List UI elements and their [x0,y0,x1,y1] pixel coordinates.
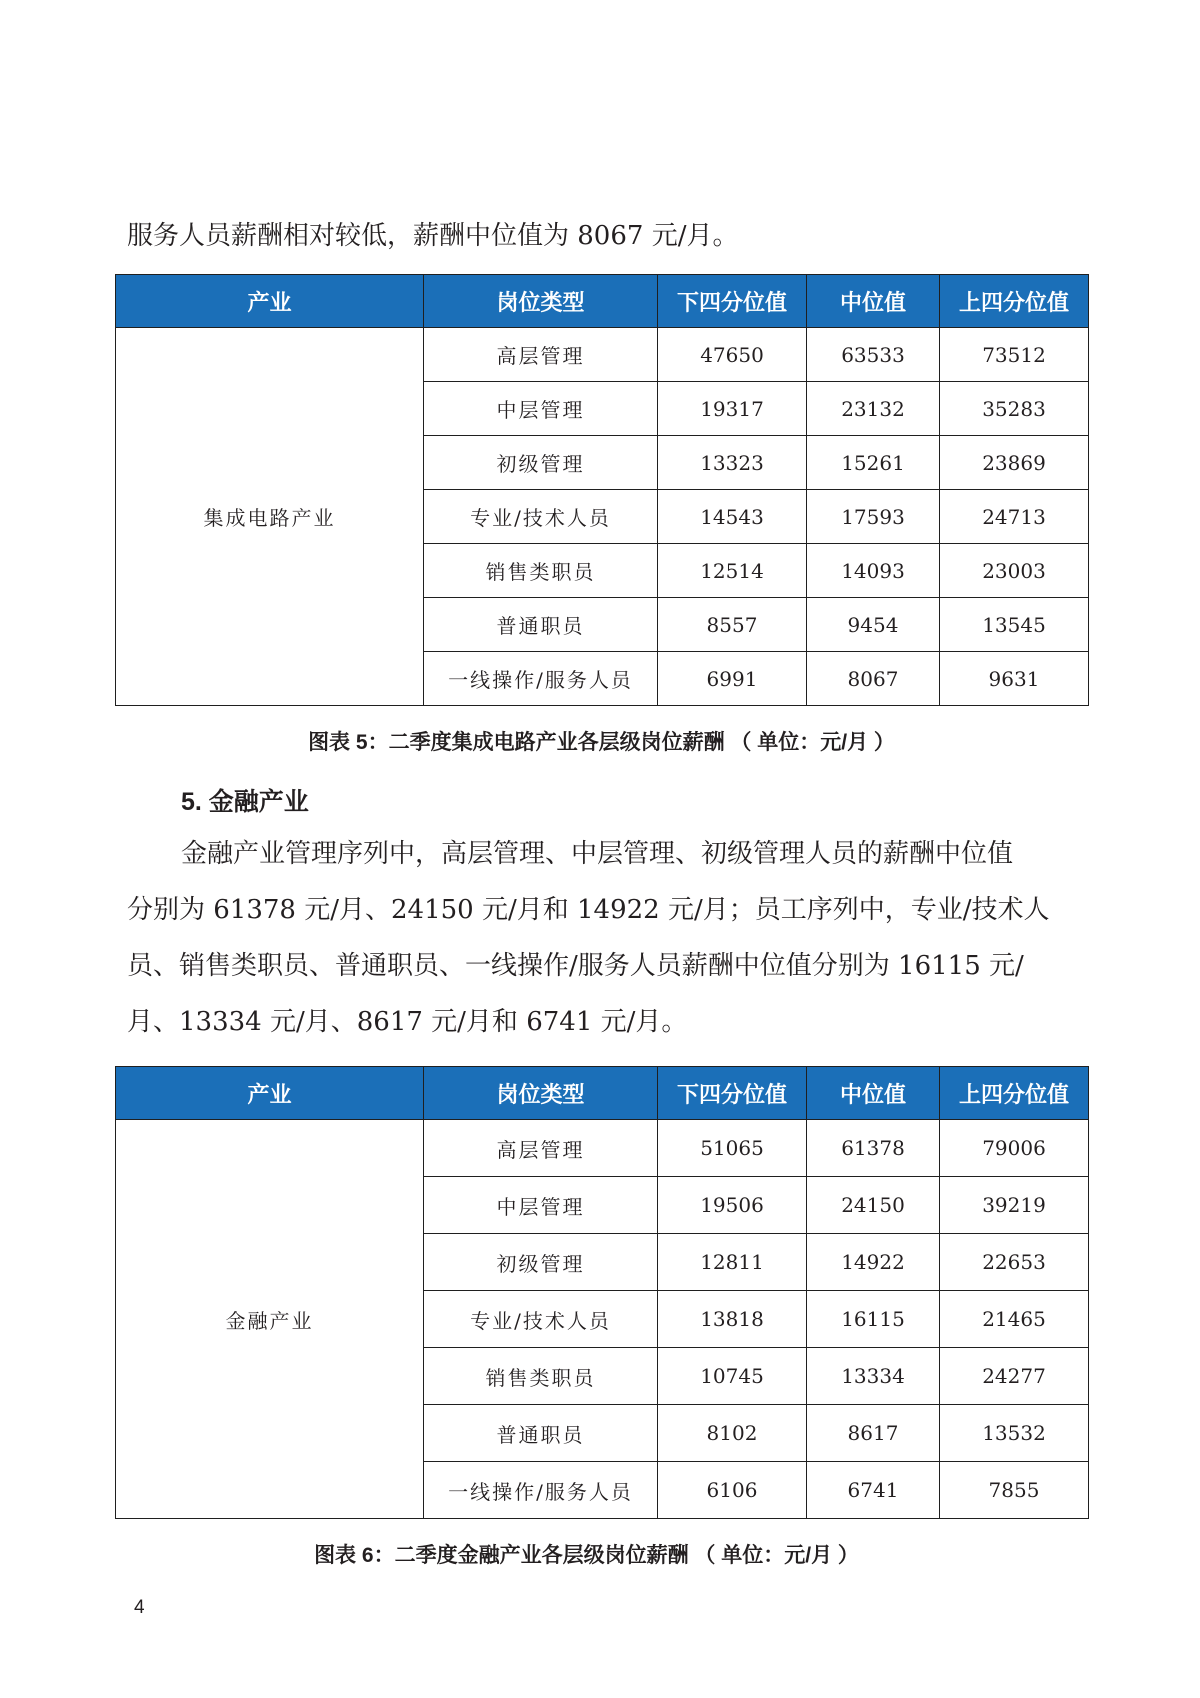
position-type-cell: 销售类职员 [424,1348,658,1405]
table-caption: 图表 6：二季度金融产业各层级岗位薪酬 （ 单位：元/月 ） [314,1544,859,1567]
upper-quartile-cell: 39219 [940,1177,1089,1234]
upper-quartile-cell: 13532 [940,1405,1089,1462]
lower-quartile-cell: 6106 [658,1462,807,1519]
median-cell: 8617 [807,1405,940,1462]
upper-quartile-cell: 24277 [940,1348,1089,1405]
position-type-cell: 初级管理 [424,436,658,490]
median-cell: 16115 [807,1291,940,1348]
table-header-row [116,1067,1089,1120]
median-cell: 61378 [807,1120,940,1177]
position-type-cell: 一线操作/服务人员 [424,1462,658,1519]
header-median: 中位值 [807,275,940,328]
position-type-cell: 普通职员 [424,1405,658,1462]
finance-paragraph [127,826,1089,1050]
lower-quartile-cell: 8102 [658,1405,807,1462]
position-type-cell: 一线操作/服务人员 [424,652,658,706]
lower-quartile-cell: 12514 [658,544,807,598]
ic-industry-salary-table [115,274,1089,706]
median-cell: 13334 [807,1348,940,1405]
median-cell: 63533 [807,328,940,382]
lower-quartile-cell: 13323 [658,436,807,490]
intro-paragraph: 服务人员薪酬相对较低，薪酬中位值为 8067 元/月。 [127,221,739,251]
median-cell: 23132 [807,382,940,436]
paragraph-line: 月、13334 元/月、8617 元/月和 6741 元/月。 [127,1007,688,1037]
finance-industry-salary-table [115,1066,1089,1519]
header-position-type: 岗位类型 [424,1067,658,1120]
position-type-cell: 销售类职员 [424,544,658,598]
lower-quartile-cell: 10745 [658,1348,807,1405]
lower-quartile-cell: 12811 [658,1234,807,1291]
position-type-cell: 中层管理 [424,1177,658,1234]
section-heading: 5. 金融产业 [181,788,309,816]
upper-quartile-cell: 35283 [940,382,1089,436]
page-number: 4 [134,1597,145,1618]
table-caption: 图表 5：二季度集成电路产业各层级岗位薪酬 （ 单位：元/月 ） [308,731,895,754]
table-row [116,1120,1089,1177]
upper-quartile-cell: 24713 [940,490,1089,544]
lower-quartile-cell: 47650 [658,328,807,382]
upper-quartile-cell: 7855 [940,1462,1089,1519]
median-cell: 14093 [807,544,940,598]
header-median: 中位值 [807,1067,940,1120]
lower-quartile-cell: 19506 [658,1177,807,1234]
lower-quartile-cell: 19317 [658,382,807,436]
header-lower-quartile: 下四分位值 [658,1067,807,1120]
table-header-row [116,275,1089,328]
median-cell: 9454 [807,598,940,652]
upper-quartile-cell: 79006 [940,1120,1089,1177]
header-upper-quartile: 上四分位值 [940,1067,1089,1120]
header-position-type: 岗位类型 [424,275,658,328]
table-body [116,1120,1089,1519]
paragraph-line: 金融产业管理序列中，高层管理、中层管理、初级管理人员的薪酬中位值 [181,839,1014,869]
lower-quartile-cell: 13818 [658,1291,807,1348]
upper-quartile-cell: 9631 [940,652,1089,706]
position-type-cell: 专业/技术人员 [424,1291,658,1348]
lower-quartile-cell: 6991 [658,652,807,706]
position-type-cell: 高层管理 [424,328,658,382]
position-type-cell: 高层管理 [424,1120,658,1177]
upper-quartile-cell: 22653 [940,1234,1089,1291]
position-type-cell: 专业/技术人员 [424,490,658,544]
industry-cell: 集成电路产业 [116,328,424,706]
median-cell: 8067 [807,652,940,706]
lower-quartile-cell: 51065 [658,1120,807,1177]
paragraph-line: 分别为 61378 元/月、24150 元/月和 14922 元/月；员工序列中，专业/技术人 [127,895,1050,925]
median-cell: 6741 [807,1462,940,1519]
header-industry: 产业 [116,275,424,328]
table-row [116,328,1089,382]
upper-quartile-cell: 13545 [940,598,1089,652]
industry-cell: 金融产业 [116,1120,424,1519]
position-type-cell: 普通职员 [424,598,658,652]
median-cell: 24150 [807,1177,940,1234]
median-cell: 14922 [807,1234,940,1291]
position-type-cell: 初级管理 [424,1234,658,1291]
lower-quartile-cell: 8557 [658,598,807,652]
median-cell: 17593 [807,490,940,544]
header-upper-quartile: 上四分位值 [940,275,1089,328]
median-cell: 15261 [807,436,940,490]
upper-quartile-cell: 21465 [940,1291,1089,1348]
lower-quartile-cell: 14543 [658,490,807,544]
table-body [116,328,1089,706]
upper-quartile-cell: 73512 [940,328,1089,382]
header-industry: 产业 [116,1067,424,1120]
upper-quartile-cell: 23003 [940,544,1089,598]
header-lower-quartile: 下四分位值 [658,275,807,328]
position-type-cell: 中层管理 [424,382,658,436]
paragraph-line: 员、销售类职员、普通职员、一线操作/服务人员薪酬中位值分别为 16115 元/ [127,951,1024,981]
upper-quartile-cell: 23869 [940,436,1089,490]
